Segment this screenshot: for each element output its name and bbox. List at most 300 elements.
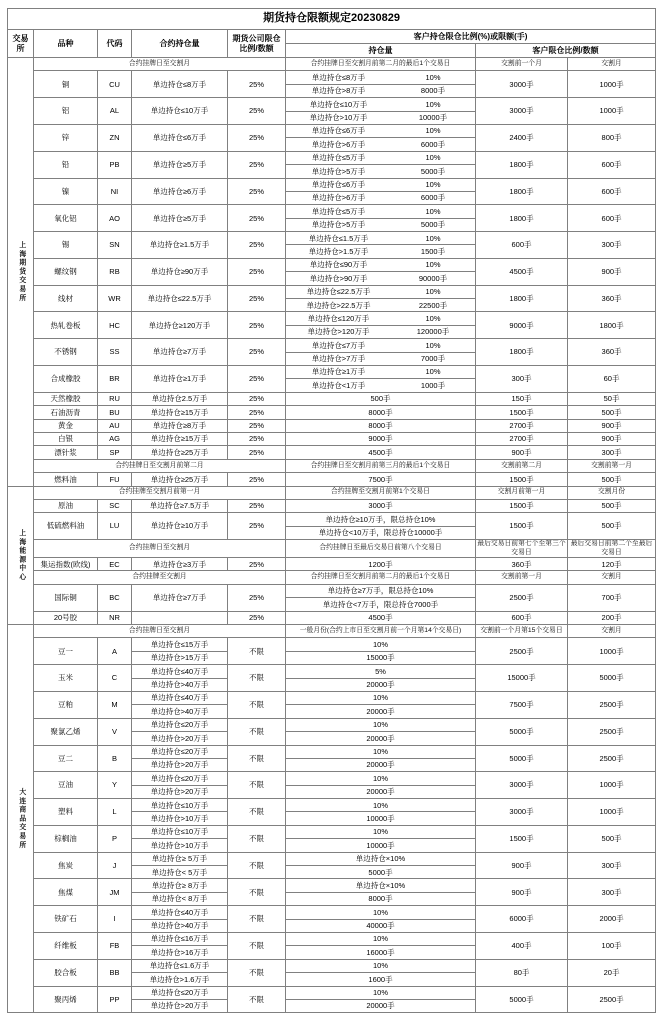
delivery-limit: 500手 bbox=[568, 499, 656, 512]
variety-name: 燃料油 bbox=[34, 473, 98, 486]
variety-code: CU bbox=[98, 71, 132, 98]
period-pre-delivery-scope: 最后交易日前第七个至第三个交易日 bbox=[477, 540, 566, 556]
period-header-row bbox=[8, 571, 656, 584]
firm-limit: 25% bbox=[228, 392, 286, 405]
commodity-row bbox=[8, 513, 656, 526]
period-pre-delivery-scope: 交割月前第一月 bbox=[476, 486, 568, 499]
contract-oi: 单边持仓≥90万手 bbox=[132, 258, 228, 285]
delivery-limit: 60手 bbox=[568, 365, 656, 392]
firm-limit: 25% bbox=[228, 584, 286, 611]
period-oi-scope: 一般月份(合约上市日至交割月前一个月第14个交易日) bbox=[286, 624, 476, 637]
variety-name: 低硫燃料油 bbox=[34, 513, 98, 540]
contract-oi-condition: 单边持仓≤15万手 bbox=[132, 638, 228, 651]
period-header-row bbox=[8, 540, 656, 558]
commodity-row bbox=[8, 986, 656, 999]
pre-delivery-limit: 1500手 bbox=[476, 499, 568, 512]
contract-oi-condition: 单边持仓>20万手 bbox=[132, 785, 228, 798]
oi-limit-value: 10% bbox=[425, 260, 441, 270]
variety-code: AU bbox=[98, 419, 132, 432]
oi-limit-value: 10% bbox=[425, 313, 441, 323]
firm-limit: 不限 bbox=[228, 932, 286, 959]
firm-limit: 25% bbox=[228, 258, 286, 285]
table-body bbox=[8, 58, 656, 1013]
commodity-row bbox=[8, 745, 656, 758]
variety-code: M bbox=[98, 691, 132, 718]
commodity-row bbox=[8, 446, 656, 459]
commodity-row bbox=[8, 71, 656, 84]
client-oi-limit: 20000手 bbox=[286, 999, 476, 1012]
variety-name: 铝 bbox=[34, 98, 98, 125]
col-header-variety: 品种 bbox=[34, 30, 98, 58]
exchange-label: 上海期货交易所 bbox=[8, 58, 34, 487]
commodity-row bbox=[8, 879, 656, 892]
oi-condition: 单边持仓>7万手 bbox=[311, 354, 366, 364]
variety-code: JM bbox=[98, 879, 132, 906]
firm-limit: 25% bbox=[228, 232, 286, 259]
contract-oi: 单边持仓≥10万手 bbox=[132, 513, 228, 540]
firm-limit: 25% bbox=[228, 365, 286, 392]
pre-delivery-limit: 360手 bbox=[476, 558, 568, 571]
pre-delivery-limit: 3000手 bbox=[476, 71, 568, 98]
variety-code: SP bbox=[98, 446, 132, 459]
contract-oi-condition: 单边持仓>20万手 bbox=[132, 732, 228, 745]
client-oi-limit-pair bbox=[286, 73, 475, 82]
pre-delivery-limit: 2500手 bbox=[476, 584, 568, 611]
firm-limit: 不限 bbox=[228, 959, 286, 986]
firm-limit: 25% bbox=[228, 432, 286, 445]
variety-name: 铜 bbox=[34, 71, 98, 98]
client-oi-limit-pair bbox=[286, 234, 475, 243]
client-oi-limit: 10000手 bbox=[286, 839, 476, 852]
client-oi-limit: 10% bbox=[286, 745, 476, 758]
period-delivery-scope: 交割月 bbox=[568, 571, 656, 584]
period-oi-scope: 合约挂牌至交割月前第1个交易日 bbox=[286, 486, 476, 499]
client-oi-limit: 16000手 bbox=[286, 946, 476, 959]
variety-name: 豆二 bbox=[34, 745, 98, 772]
period-header-row bbox=[8, 459, 656, 472]
client-oi-limit bbox=[286, 138, 476, 151]
variety-name: 豆粕 bbox=[34, 691, 98, 718]
oi-limit-value: 10% bbox=[425, 367, 441, 377]
contract-oi: 单边持仓≥5万手 bbox=[132, 205, 228, 232]
client-oi-limit: 单边持仓<10万手，限总持仓10000手 bbox=[286, 526, 476, 539]
client-oi-limit: 10% bbox=[286, 932, 476, 945]
delivery-limit: 1000手 bbox=[568, 98, 656, 125]
client-oi-limit: 7500手 bbox=[286, 473, 476, 486]
variety-name: 国际铜 bbox=[34, 584, 98, 611]
period-delivery-scope: 最后交易日前第二个至最后交易日 bbox=[568, 540, 656, 558]
firm-limit: 不限 bbox=[228, 665, 286, 692]
oi-limit-value: 90000手 bbox=[418, 273, 448, 283]
commodity-row bbox=[8, 906, 656, 919]
oi-condition: 单边持仓>8万手 bbox=[311, 86, 366, 96]
contract-oi: 单边持仓≥3万手 bbox=[132, 558, 228, 571]
period-pre-delivery-scope: 交割前一个月第15个交易日 bbox=[476, 624, 568, 637]
delivery-limit: 500手 bbox=[568, 825, 656, 852]
oi-condition: 单边持仓>5万手 bbox=[311, 166, 366, 176]
client-oi-limit-pair bbox=[286, 274, 475, 283]
variety-code: FU bbox=[98, 473, 132, 486]
contract-oi-condition: 单边持仓≤40万手 bbox=[132, 906, 228, 919]
delivery-limit: 500手 bbox=[568, 406, 656, 419]
contract-oi-condition: 单边持仓≥ 8万手 bbox=[132, 879, 228, 892]
variety-name: 铁矿石 bbox=[34, 906, 98, 933]
client-oi-limit bbox=[286, 258, 476, 271]
variety-code: AO bbox=[98, 205, 132, 232]
contract-oi-condition: 单边持仓≤20万手 bbox=[132, 718, 228, 731]
delivery-limit: 500手 bbox=[568, 473, 656, 486]
commodity-row bbox=[8, 638, 656, 651]
oi-condition: 单边持仓≤10万手 bbox=[309, 99, 368, 109]
commodity-row bbox=[8, 258, 656, 271]
contract-oi: 单边持仓≤22.5万手 bbox=[132, 285, 228, 312]
oi-limit-value: 10% bbox=[425, 287, 441, 297]
firm-limit: 不限 bbox=[228, 638, 286, 665]
client-oi-limit: 单边持仓≥7万手，限总持仓10% bbox=[286, 584, 476, 597]
oi-limit-value: 8000手 bbox=[420, 86, 446, 96]
oi-limit-value: 10% bbox=[425, 180, 441, 190]
delivery-limit: 360手 bbox=[568, 339, 656, 366]
col-header-client-group: 客户持仓限仓比例(%)或限额(手) bbox=[286, 30, 656, 44]
commodity-row bbox=[8, 584, 656, 597]
variety-name: 铅 bbox=[34, 151, 98, 178]
contract-oi-condition: 单边持仓≤1.6万手 bbox=[132, 959, 228, 972]
firm-limit: 不限 bbox=[228, 718, 286, 745]
client-oi-limit: 20000手 bbox=[286, 785, 476, 798]
client-oi-limit bbox=[286, 339, 476, 352]
variety-name: 不锈钢 bbox=[34, 339, 98, 366]
contract-oi: 单边持仓≥1万手 bbox=[132, 365, 228, 392]
variety-name: 聚氯乙烯 bbox=[34, 718, 98, 745]
oi-limit-value: 10% bbox=[425, 153, 441, 163]
variety-code: BU bbox=[98, 406, 132, 419]
col-header-exchange: 交易所 bbox=[8, 30, 34, 58]
commodity-row bbox=[8, 432, 656, 445]
client-oi-limit: 10% bbox=[286, 772, 476, 785]
delivery-limit: 800手 bbox=[568, 124, 656, 151]
pre-delivery-limit: 1800手 bbox=[476, 285, 568, 312]
pre-delivery-limit: 1500手 bbox=[476, 825, 568, 852]
client-oi-limit bbox=[286, 365, 476, 378]
pre-delivery-limit: 15000手 bbox=[476, 665, 568, 692]
variety-code: LU bbox=[98, 513, 132, 540]
pre-delivery-limit: 1800手 bbox=[476, 205, 568, 232]
firm-limit: 25% bbox=[228, 312, 286, 339]
variety-code: L bbox=[98, 799, 132, 826]
variety-code: ZN bbox=[98, 124, 132, 151]
delivery-limit: 120手 bbox=[568, 558, 656, 571]
variety-name: 焦炭 bbox=[34, 852, 98, 879]
contract-oi: 单边持仓2.5万手 bbox=[132, 392, 228, 405]
period-header-row bbox=[8, 624, 656, 637]
pre-delivery-limit: 2700手 bbox=[476, 419, 568, 432]
pre-delivery-limit: 80手 bbox=[476, 959, 568, 986]
client-oi-limit: 5000手 bbox=[286, 866, 476, 879]
client-oi-limit: 10% bbox=[286, 691, 476, 704]
oi-limit-value: 7000手 bbox=[420, 354, 446, 364]
contract-oi: 单边持仓≥7万手 bbox=[132, 339, 228, 366]
firm-limit: 不限 bbox=[228, 906, 286, 933]
variety-name: 聚丙烯 bbox=[34, 986, 98, 1013]
variety-code: BC bbox=[98, 584, 132, 611]
oi-condition: 单边持仓≤7万手 bbox=[311, 340, 366, 350]
commodity-row bbox=[8, 611, 656, 624]
variety-code: B bbox=[98, 745, 132, 772]
delivery-limit: 5000手 bbox=[568, 665, 656, 692]
pre-delivery-limit: 5000手 bbox=[476, 718, 568, 745]
client-oi-limit bbox=[286, 285, 476, 298]
client-oi-limit: 10% bbox=[286, 906, 476, 919]
col-header-client-ratio: 客户限仓比例/数额 bbox=[476, 44, 656, 58]
delivery-limit: 2500手 bbox=[568, 691, 656, 718]
oi-condition: 单边持仓>10万手 bbox=[309, 113, 368, 123]
variety-name: 纤维板 bbox=[34, 932, 98, 959]
firm-limit: 25% bbox=[228, 611, 286, 624]
period-scope: 合约挂牌日至交割月 bbox=[34, 58, 286, 71]
client-oi-limit bbox=[286, 245, 476, 258]
delivery-limit: 600手 bbox=[568, 205, 656, 232]
oi-condition: 单边持仓≤90万手 bbox=[309, 260, 368, 270]
oi-condition: 单边持仓>120万手 bbox=[307, 327, 370, 337]
commodity-row bbox=[8, 406, 656, 419]
variety-name: 锡 bbox=[34, 232, 98, 259]
variety-code: AL bbox=[98, 98, 132, 125]
variety-name: 黄金 bbox=[34, 419, 98, 432]
pre-delivery-limit: 3000手 bbox=[476, 98, 568, 125]
pre-delivery-limit: 150手 bbox=[476, 392, 568, 405]
client-oi-limit: 8000手 bbox=[286, 419, 476, 432]
delivery-limit: 900手 bbox=[568, 432, 656, 445]
client-oi-limit bbox=[286, 205, 476, 218]
oi-condition: 单边持仓≤5万手 bbox=[311, 153, 366, 163]
pre-delivery-limit: 600手 bbox=[476, 611, 568, 624]
client-oi-limit-pair bbox=[286, 301, 475, 310]
contract-oi: 单边持仓≥25万手 bbox=[132, 446, 228, 459]
delivery-limit: 500手 bbox=[568, 513, 656, 540]
variety-code: BB bbox=[98, 959, 132, 986]
delivery-limit: 2500手 bbox=[568, 986, 656, 1013]
delivery-limit: 2500手 bbox=[568, 745, 656, 772]
client-oi-limit: 1200手 bbox=[286, 558, 476, 571]
firm-limit: 不限 bbox=[228, 825, 286, 852]
variety-code: SC bbox=[98, 499, 132, 512]
period-pre-delivery-scope: 交割前第二月 bbox=[476, 459, 568, 472]
contract-oi-condition: 单边持仓< 5万手 bbox=[132, 866, 228, 879]
client-oi-limit: 15000手 bbox=[286, 651, 476, 664]
contract-oi: 单边持仓≥7.5万手 bbox=[132, 499, 228, 512]
oi-condition: 单边持仓≤8万手 bbox=[311, 72, 366, 82]
contract-oi: 单边持仓≥25万手 bbox=[132, 473, 228, 486]
firm-limit: 25% bbox=[228, 446, 286, 459]
oi-condition: 单边持仓<1万手 bbox=[311, 380, 366, 390]
commodity-row bbox=[8, 932, 656, 945]
delivery-limit: 360手 bbox=[568, 285, 656, 312]
client-oi-limit-pair bbox=[286, 140, 475, 149]
client-oi-limit: 40000手 bbox=[286, 919, 476, 932]
col-header-contract-oi: 合约持仓量 bbox=[132, 30, 228, 58]
variety-name: 氧化铝 bbox=[34, 205, 98, 232]
period-oi-scope: 合约挂牌日至交割月前第二月的最后1个交易日 bbox=[286, 58, 476, 71]
contract-oi: 单边持仓≥7万手 bbox=[132, 584, 228, 611]
client-oi-limit bbox=[286, 272, 476, 285]
commodity-row bbox=[8, 232, 656, 245]
commodity-row bbox=[8, 98, 656, 111]
delivery-limit: 1000手 bbox=[568, 71, 656, 98]
client-oi-limit-pair bbox=[286, 287, 475, 296]
client-oi-limit bbox=[286, 312, 476, 325]
client-oi-limit: 3000手 bbox=[286, 499, 476, 512]
pre-delivery-limit: 900手 bbox=[476, 852, 568, 879]
contract-oi-condition: 单边持仓>10万手 bbox=[132, 812, 228, 825]
variety-name: 镍 bbox=[34, 178, 98, 205]
client-oi-limit bbox=[286, 124, 476, 137]
contract-oi: 单边持仓≥5万手 bbox=[132, 151, 228, 178]
client-oi-limit-pair bbox=[286, 247, 475, 256]
client-oi-limit-pair bbox=[286, 367, 475, 376]
client-oi-limit bbox=[286, 325, 476, 338]
contract-oi: 单边持仓≥120万手 bbox=[132, 312, 228, 339]
client-oi-limit-pair bbox=[286, 167, 475, 176]
variety-name: 豆油 bbox=[34, 772, 98, 799]
delivery-limit: 1000手 bbox=[568, 799, 656, 826]
contract-oi-condition: 单边持仓≤16万手 bbox=[132, 932, 228, 945]
client-oi-limit-pair bbox=[286, 153, 475, 162]
contract-oi: 单边持仓≤6万手 bbox=[132, 124, 228, 151]
commodity-row bbox=[8, 339, 656, 352]
period-delivery-scope: 交割前第一月 bbox=[568, 459, 656, 472]
client-oi-limit bbox=[286, 352, 476, 365]
delivery-limit: 50手 bbox=[568, 392, 656, 405]
contract-oi: 单边持仓≥8万手 bbox=[132, 419, 228, 432]
delivery-limit: 900手 bbox=[568, 419, 656, 432]
firm-limit: 不限 bbox=[228, 691, 286, 718]
exchange-label: 大连商品交易所 bbox=[8, 624, 34, 1012]
oi-limit-value: 10% bbox=[425, 206, 441, 216]
client-oi-limit: 8000手 bbox=[286, 406, 476, 419]
contract-oi-condition: 单边持仓≤10万手 bbox=[132, 799, 228, 812]
client-oi-limit: 500手 bbox=[286, 392, 476, 405]
pre-delivery-limit: 900手 bbox=[476, 879, 568, 906]
commodity-row bbox=[8, 852, 656, 865]
variety-name: 原油 bbox=[34, 499, 98, 512]
period-delivery-scope: 交割月 bbox=[568, 58, 656, 71]
client-oi-limit bbox=[286, 98, 476, 111]
commodity-row bbox=[8, 419, 656, 432]
client-oi-limit: 10000手 bbox=[286, 812, 476, 825]
oi-condition: 单边持仓≤120万手 bbox=[307, 313, 370, 323]
contract-oi-condition: 单边持仓>40万手 bbox=[132, 919, 228, 932]
client-oi-limit: 5% bbox=[286, 665, 476, 678]
client-oi-limit: 10% bbox=[286, 799, 476, 812]
contract-oi-condition: 单边持仓>16万手 bbox=[132, 946, 228, 959]
client-oi-limit: 4500手 bbox=[286, 611, 476, 624]
oi-limit-value: 22500手 bbox=[418, 300, 448, 310]
delivery-limit: 300手 bbox=[568, 852, 656, 879]
firm-limit: 25% bbox=[228, 205, 286, 232]
oi-condition: 单边持仓≤6万手 bbox=[311, 126, 366, 136]
firm-limit: 25% bbox=[228, 339, 286, 366]
firm-limit: 25% bbox=[228, 178, 286, 205]
client-oi-limit: 20000手 bbox=[286, 678, 476, 691]
variety-name: 白银 bbox=[34, 432, 98, 445]
client-oi-limit: 8000手 bbox=[286, 892, 476, 905]
contract-oi-condition: 单边持仓>15万手 bbox=[132, 651, 228, 664]
delivery-limit: 1000手 bbox=[568, 772, 656, 799]
period-scope: 合约挂牌日至交割月 bbox=[34, 540, 286, 558]
pre-delivery-limit: 1800手 bbox=[476, 178, 568, 205]
client-oi-limit: 单边持仓≥10万手，限总持仓10% bbox=[286, 513, 476, 526]
client-oi-limit bbox=[286, 218, 476, 231]
oi-limit-value: 10% bbox=[425, 126, 441, 136]
variety-code: FB bbox=[98, 932, 132, 959]
firm-limit: 不限 bbox=[228, 772, 286, 799]
period-scope: 合约挂牌至交割月 bbox=[34, 571, 286, 584]
delivery-limit: 2500手 bbox=[568, 718, 656, 745]
firm-limit: 25% bbox=[228, 71, 286, 98]
client-oi-limit: 10% bbox=[286, 718, 476, 731]
commodity-row bbox=[8, 285, 656, 298]
contract-oi-condition: 单边持仓>40万手 bbox=[132, 678, 228, 691]
delivery-limit: 1800手 bbox=[568, 312, 656, 339]
oi-limit-value: 10% bbox=[425, 233, 441, 243]
contract-oi: 单边持仓≥6万手 bbox=[132, 178, 228, 205]
variety-code: I bbox=[98, 906, 132, 933]
pre-delivery-limit: 2500手 bbox=[476, 638, 568, 665]
oi-limit-value: 10000手 bbox=[418, 113, 448, 123]
header-row-1 bbox=[8, 30, 656, 44]
client-oi-limit: 10% bbox=[286, 959, 476, 972]
firm-limit: 25% bbox=[228, 406, 286, 419]
contract-oi-condition: 单边持仓≤20万手 bbox=[132, 745, 228, 758]
firm-limit: 不限 bbox=[228, 745, 286, 772]
client-oi-limit bbox=[286, 191, 476, 204]
client-oi-limit: 1600手 bbox=[286, 973, 476, 986]
firm-limit: 25% bbox=[228, 499, 286, 512]
client-oi-limit: 4500手 bbox=[286, 446, 476, 459]
oi-limit-value: 1500手 bbox=[420, 246, 446, 256]
firm-limit: 25% bbox=[228, 285, 286, 312]
variety-code: SS bbox=[98, 339, 132, 366]
firm-limit: 不限 bbox=[228, 879, 286, 906]
variety-code: PB bbox=[98, 151, 132, 178]
variety-code: AG bbox=[98, 432, 132, 445]
client-oi-limit-pair bbox=[286, 327, 475, 336]
variety-code: V bbox=[98, 718, 132, 745]
contract-oi-condition: 单边持仓>10万手 bbox=[132, 839, 228, 852]
firm-limit: 25% bbox=[228, 98, 286, 125]
variety-name: 焦煤 bbox=[34, 879, 98, 906]
client-oi-limit bbox=[286, 178, 476, 191]
pre-delivery-limit: 1800手 bbox=[476, 151, 568, 178]
firm-limit: 不限 bbox=[228, 852, 286, 879]
client-oi-limit-pair bbox=[286, 260, 475, 269]
oi-condition: 单边持仓>90万手 bbox=[309, 273, 368, 283]
client-oi-limit-pair bbox=[286, 207, 475, 216]
delivery-limit: 600手 bbox=[568, 151, 656, 178]
contract-oi-condition: 单边持仓< 8万手 bbox=[132, 892, 228, 905]
variety-name: 热轧卷板 bbox=[34, 312, 98, 339]
oi-limit-value: 120000手 bbox=[416, 327, 450, 337]
period-oi-scope: 合约挂牌日至交割月前第三月的最后1个交易日 bbox=[286, 459, 476, 472]
oi-limit-value: 10% bbox=[425, 72, 441, 82]
client-oi-limit-pair bbox=[286, 314, 475, 323]
firm-limit: 不限 bbox=[228, 799, 286, 826]
commodity-row bbox=[8, 499, 656, 512]
variety-code: SN bbox=[98, 232, 132, 259]
period-header-row bbox=[8, 58, 656, 71]
variety-name: 合成橡胶 bbox=[34, 365, 98, 392]
oi-condition: 单边持仓>1.5万手 bbox=[308, 246, 369, 256]
